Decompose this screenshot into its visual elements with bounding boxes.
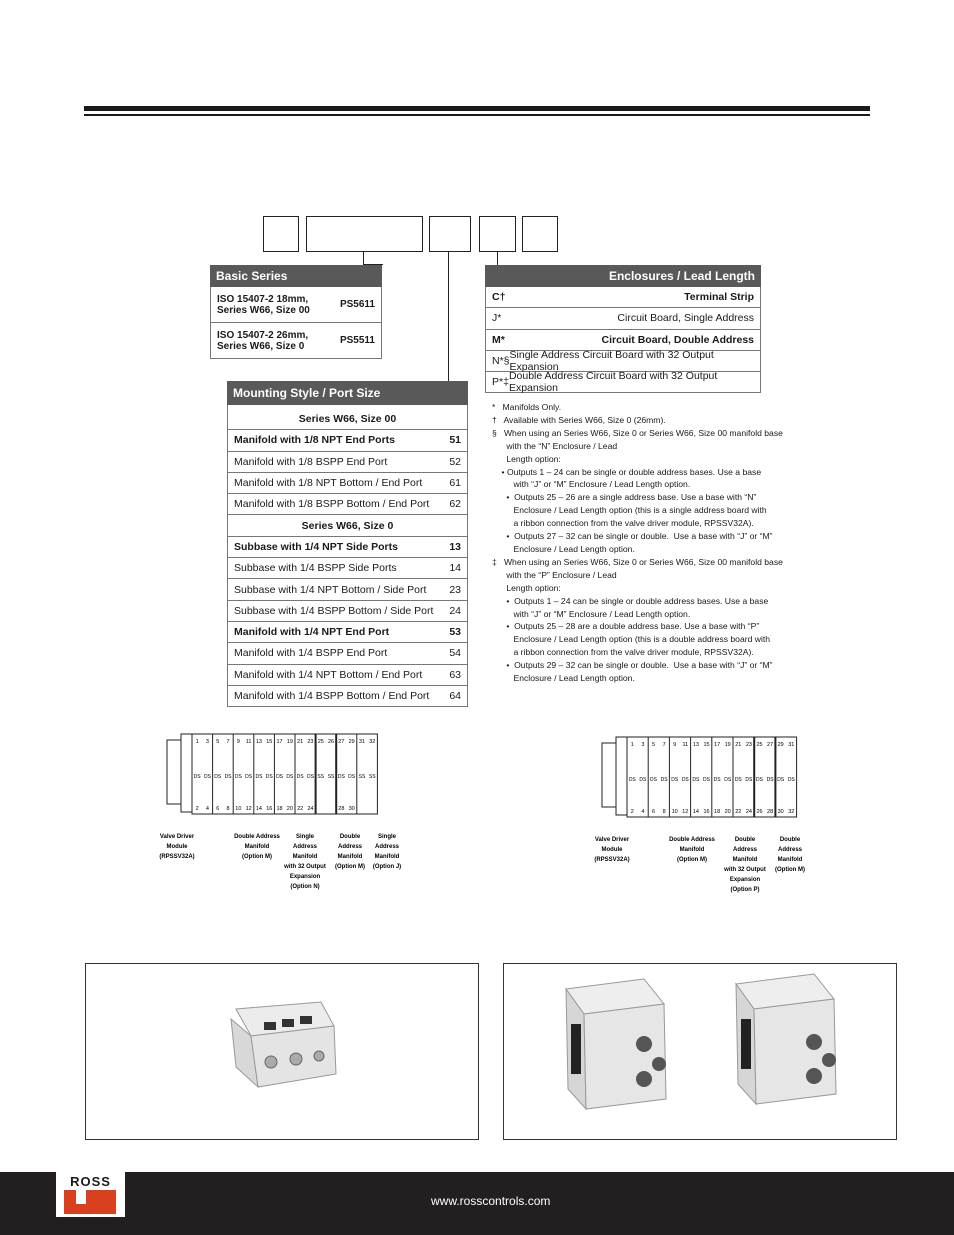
component-label [373, 834, 401, 870]
component-label-line: Manifold [732, 857, 758, 863]
enclosure-row: J* Circuit Board, Single Address [485, 308, 761, 329]
footnote-line: with “J” or “M” Enclosure / Lead Length option. [492, 479, 691, 490]
output-number-bottom: 20 [724, 809, 731, 815]
series-code: PS5611 [339, 299, 375, 310]
output-number-bottom: 32 [788, 809, 795, 815]
component-label-line: Manifold [679, 847, 705, 853]
footnote-line: a ribbon connection from the valve driver module, RPSSV32A). [492, 518, 754, 529]
footnote-line: with the “N” Enclosure / Lead [492, 440, 618, 451]
basic-series-row: ISO 15407-2 26mm, Series W66, Size 0 PS5511 [210, 323, 382, 359]
website-url[interactable]: www.rosscontrols.com [431, 1194, 551, 1208]
component-label-line: Address [732, 847, 758, 853]
subbase-image-1 [566, 979, 666, 1109]
footnotes [492, 401, 783, 685]
mounting-group-title: Series W66, Size 0 [227, 515, 468, 536]
footnote-line: • Outputs 29 – 32 can be single or double. Use a base with “J” or “M” [492, 660, 773, 671]
mounting-style-table [227, 381, 468, 707]
address-type-label: DS [224, 774, 232, 780]
address-type-label: DS [203, 774, 211, 780]
footnote-line: • Outputs 25 – 28 are a double address base. Use a base with “P” [492, 621, 760, 632]
output-number-bottom: 8 [226, 806, 230, 812]
output-number-top: 5 [216, 739, 220, 745]
component-label [775, 837, 805, 873]
output-number-top: 27 [767, 742, 774, 748]
address-type-label: DS [734, 777, 742, 783]
footnote-line: Enclosure / Lead Length option. [492, 543, 635, 554]
address-type-label: DS [348, 774, 356, 780]
component-label-line: (RPSSV32A) [594, 857, 630, 863]
top-rule [84, 106, 870, 111]
output-number-top: 13 [692, 742, 699, 748]
component-label-line: (Option M) [775, 867, 805, 873]
output-number-top: 26 [327, 739, 335, 745]
output-number-bottom: 16 [703, 809, 710, 815]
output-number-bottom: 18 [276, 806, 283, 812]
component-label-line: (Option J) [372, 864, 402, 870]
component-label-line: Valve Driver [594, 837, 630, 843]
output-number-top: 15 [703, 742, 710, 748]
connector [497, 251, 498, 266]
component-label-line: (Option M) [242, 854, 272, 860]
output-number-top: 31 [358, 739, 366, 745]
series-code: PS5511 [339, 335, 375, 346]
component-label [234, 834, 280, 860]
address-type-label: DS [766, 777, 774, 783]
component-label-line: Expansion [289, 874, 321, 880]
wiring-diagram-right [590, 735, 810, 900]
output-number-top: 1 [630, 742, 634, 748]
output-number-top: 11 [245, 739, 252, 745]
basic-series-header: Basic Series [210, 265, 382, 287]
address-type-label: DS [265, 774, 273, 780]
component-label-line: Module [601, 847, 623, 853]
address-type-label: DS [639, 777, 647, 783]
mounting-row: Subbase with 1/4 NPT Side Ports 13 [227, 537, 468, 558]
output-number-bottom: 10 [671, 809, 678, 815]
code-box-4 [479, 216, 516, 252]
output-number-top: 21 [297, 739, 304, 745]
mounting-row: Manifold with 1/4 NPT End Port 53 [227, 622, 468, 643]
footnote-line: • Outputs 1 – 24 can be single or double address bases. Use a base [492, 466, 762, 477]
enclosure-row: N*§ Single Address Circuit Board with 32 Output Expansion [485, 351, 761, 372]
enclosures-table [485, 265, 761, 393]
address-type-label: DS [724, 777, 732, 783]
product-photo-box-left [85, 963, 479, 1140]
logo-mark [64, 1190, 116, 1214]
address-type-label: DS [660, 777, 668, 783]
output-number-bottom: 10 [235, 806, 242, 812]
output-number-bottom: 2 [630, 809, 634, 815]
output-number-top: 7 [662, 742, 666, 748]
component-label [159, 834, 195, 860]
top-rule-thin [84, 114, 870, 116]
output-number-bottom: 22 [735, 809, 742, 815]
footnote-line: • Outputs 1 – 24 can be single or double address bases. Use a base [492, 595, 769, 606]
component-label-line: Double [779, 837, 801, 843]
enclosure-row: C† Terminal Strip [485, 287, 761, 308]
footnote-line: Enclosure / Lead Length option (this is a double address board with [492, 634, 771, 645]
footnote-line: a ribbon connection from the valve driver module, RPSSV32A). [492, 647, 754, 658]
component-label-line: (Option N) [290, 884, 320, 890]
mounting-row: Manifold with 1/8 NPT End Ports 51 [227, 430, 468, 451]
address-type-label: SS [358, 774, 366, 780]
enclosure-row: M* Circuit Board, Double Address [485, 330, 761, 351]
subbase-image-2 [736, 974, 836, 1104]
address-type-label: DS [193, 774, 201, 780]
mounting-row: Manifold with 1/4 BSPP End Port 54 [227, 643, 468, 664]
component-label-line: Double [339, 834, 361, 840]
connector [448, 251, 449, 382]
mounting-row: Manifold with 1/4 BSPP Bottom / End Port 64 [227, 686, 468, 707]
address-type-label: DS [713, 777, 721, 783]
output-number-bottom: 6 [216, 806, 220, 812]
diagram-left-svg [155, 732, 402, 897]
output-number-bottom: 4 [641, 809, 645, 815]
address-type-label: DS [671, 777, 679, 783]
code-box-3 [429, 216, 471, 252]
address-type-label: DS [337, 774, 345, 780]
footnote-line: with the “P” Enclosure / Lead [492, 569, 617, 580]
component-label-line: Valve Driver [159, 834, 195, 840]
output-number-top: 5 [651, 742, 656, 748]
component-label-line: Double Address [669, 837, 715, 843]
component-label-line: Address [292, 844, 318, 850]
component-label-line: Address [374, 844, 400, 850]
mounting-row: Manifold with 1/8 BSPP Bottom / End Port 62 [227, 494, 468, 515]
component-label-line: Manifold [244, 844, 270, 850]
component-label-line: (RPSSV32A) [159, 854, 195, 860]
output-number-bottom: 2 [195, 806, 199, 812]
mounting-row: Subbase with 1/4 BSPP Side Ports 14 [227, 558, 468, 579]
output-number-bottom: 14 [692, 809, 699, 815]
mounting-style-header: Mounting Style / Port Size [227, 381, 468, 405]
component-label-line: Single [295, 834, 315, 840]
address-type-label: DS [703, 777, 710, 783]
output-number-top: 1 [195, 739, 199, 745]
wiring-diagram-left [155, 732, 402, 897]
component-label-line: Address [777, 847, 803, 853]
output-number-top: 23 [307, 739, 314, 745]
output-number-top: 23 [745, 742, 752, 748]
output-number-top: 32 [369, 739, 376, 745]
driver-body [181, 734, 192, 812]
footnote-line: † Available with Series W66, Size 0 (26mm). [492, 414, 666, 425]
component-label [723, 837, 766, 893]
output-number-bottom: 8 [662, 809, 666, 815]
footnote-line: Enclosure / Lead Length option. [492, 673, 635, 684]
connector [363, 251, 364, 265]
output-number-top: 17 [714, 742, 721, 748]
manifold-image [86, 964, 476, 1134]
subbase-images [504, 964, 894, 1134]
address-type-label: DS [745, 777, 753, 783]
output-number-bottom: 12 [682, 809, 689, 815]
footnote-line: Enclosure / Lead Length option (this is a single address board with [492, 505, 767, 516]
footnote-line: with “J” or “M” Enclosure / Lead Length option. [492, 608, 691, 619]
output-number-top: 19 [724, 742, 731, 748]
component-label-line: Manifold [337, 854, 363, 860]
component-label [283, 834, 326, 890]
component-label [669, 837, 715, 863]
component-label-line: Manifold [777, 857, 803, 863]
footnote-line: • Outputs 27 – 32 can be single or double. Use a base with “J” or “M” [492, 531, 773, 542]
component-label-line: (Option M) [335, 864, 365, 870]
footnote-line: Length option: [492, 453, 561, 464]
output-number-top: 11 [682, 742, 689, 748]
address-type-label: DS [681, 777, 689, 783]
component-label-line: Expansion [729, 877, 761, 883]
driver-body [616, 737, 627, 815]
output-number-top: 17 [276, 739, 283, 745]
output-number-top: 31 [788, 742, 795, 748]
product-photo-box-right [503, 963, 897, 1140]
footnote-line: • Outputs 25 – 26 are a single address base. Use a base with “N” [492, 492, 757, 503]
enclosures-header: Enclosures / Lead Length [485, 265, 761, 287]
address-type-label: DS [777, 777, 785, 783]
ross-logo [56, 1172, 125, 1217]
address-type-label: DS [234, 774, 242, 780]
address-type-label: SS [327, 774, 335, 780]
output-number-bottom: 22 [297, 806, 304, 812]
output-number-top: 25 [756, 742, 763, 748]
diagram-right-svg [590, 735, 810, 900]
address-type-label: DS [296, 774, 304, 780]
component-label-line: Manifold [374, 854, 400, 860]
valve-driver-module [167, 740, 181, 804]
component-label-line: Manifold [292, 854, 318, 860]
output-number-top: 19 [286, 739, 293, 745]
address-type-label: DS [756, 777, 763, 783]
address-type-label: SS [317, 774, 325, 780]
component-label-line: Double [734, 837, 756, 843]
output-number-top: 13 [255, 739, 263, 745]
output-number-bottom: 16 [266, 806, 273, 812]
mounting-group-title: Series W66, Size 00 [227, 409, 468, 430]
output-number-top: 21 [735, 742, 742, 748]
mounting-row: Subbase with 1/4 BSPP Bottom / Side Port 24 [227, 601, 468, 622]
output-number-top: 3 [205, 739, 209, 745]
output-number-bottom: 26 [756, 809, 763, 815]
output-number-bottom: 14 [255, 806, 263, 812]
footer-bar [0, 1172, 954, 1235]
output-number-bottom: 12 [245, 806, 252, 812]
output-number-bottom: 24 [307, 806, 314, 812]
component-label-line: (Option M) [677, 857, 707, 863]
address-type-label: DS [276, 774, 284, 780]
mounting-row: Manifold with 1/8 NPT Bottom / End Port 61 [227, 473, 468, 494]
enclosure-row: P*‡ Double Address Circuit Board with 32 Output Expansion [485, 372, 761, 393]
output-number-top: 29 [777, 742, 784, 748]
footnote-line: * Manifolds Only. [492, 402, 562, 412]
address-type-label: DS [286, 774, 294, 780]
code-box-5 [522, 216, 558, 252]
output-number-top: 25 [317, 739, 324, 745]
address-type-label: DS [650, 777, 657, 783]
output-number-bottom: 30 [348, 806, 355, 812]
address-type-label: DS [214, 774, 222, 780]
output-number-top: 9 [236, 739, 240, 745]
component-label-line: Single [377, 834, 397, 840]
component-label [594, 837, 630, 863]
output-number-bottom: 20 [286, 806, 293, 812]
output-number-bottom: 28 [338, 806, 345, 812]
component-label-line: (Option P) [730, 887, 760, 893]
output-number-top: 29 [348, 739, 355, 745]
logo-text: ROSS [70, 1174, 111, 1189]
output-number-top: 7 [226, 739, 230, 745]
basic-series-row: ISO 15407-2 18mm, Series W66, Size 00 PS5611 [210, 287, 382, 323]
output-number-bottom: 30 [777, 809, 784, 815]
address-type-label: DS [787, 777, 795, 783]
code-box-1 [263, 216, 299, 252]
mounting-row: Manifold with 1/4 NPT Bottom / End Port 63 [227, 665, 468, 686]
output-number-top: 3 [641, 742, 645, 748]
component-label-line: Module [166, 844, 188, 850]
output-number-top: 9 [673, 742, 677, 748]
component-label-line: with 32 Output [284, 864, 326, 870]
basic-series-table [210, 265, 382, 359]
mounting-row: Subbase with 1/4 NPT Bottom / Side Port 23 [227, 579, 468, 600]
valve-driver-module [602, 743, 616, 807]
address-type-label: DS [255, 774, 263, 780]
output-number-bottom: 24 [745, 809, 752, 815]
code-box-2 [306, 216, 423, 252]
mounting-row: Manifold with 1/8 BSPP End Port 52 [227, 452, 468, 473]
footnote-line: Length option: [492, 582, 561, 593]
output-number-bottom: 4 [205, 806, 209, 812]
component-label-line: Double Address [234, 834, 280, 840]
component-label-line: with 32 Output [724, 867, 766, 873]
address-type-label: DS [692, 777, 700, 783]
address-type-label: SS [368, 774, 376, 780]
component-label [335, 834, 365, 870]
address-type-label: DS [628, 777, 636, 783]
component-label-line: Address [337, 844, 363, 850]
address-type-label: DS [245, 774, 253, 780]
output-number-bottom: 6 [651, 809, 656, 815]
output-number-top: 15 [266, 739, 273, 745]
footnote-line: ‡ When using an Series W66, Size 0 or Series W66, Size 00 manifold base [492, 556, 783, 567]
address-type-label: DS [306, 774, 314, 780]
output-number-bottom: 18 [714, 809, 721, 815]
footnote-line: § When using an Series W66, Size 0 or Series W66, Size 00 manifold base [492, 427, 783, 438]
output-number-bottom: 28 [767, 809, 774, 815]
output-number-top: 27 [338, 739, 345, 745]
